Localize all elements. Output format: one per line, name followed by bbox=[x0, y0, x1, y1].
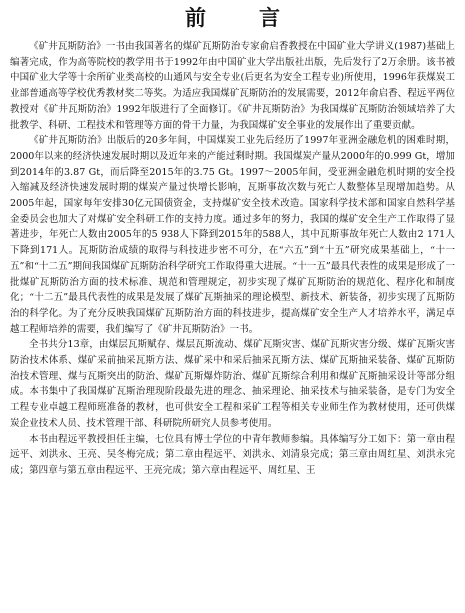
paragraph-2: 《矿井瓦斯防治》出版后的20多年间，中国煤炭工业先后经历了1997年亚洲金融危机的困难时期，2000年以来的经济快速发展时期以及近年来的产能过剩时期。我国煤炭产量从2000年的0.999 Gt，增加到2014年的3.87 Gt，而后降至2015年的3.75 Gt。1997～2005年间，受亚洲金融危机时期的安全投入缩减及经济快速发展时期的煤炭产量过快增长影响，瓦斯事故次数与死亡人数整体呈现增加趋势。从2005年起，国家每年安排30亿元国债资金，支持煤矿安全技术改造。国家科学技术部和国家自然科学基金委员会也加大了对煤矿安全科研工作的支持力度。通过多年的努力，我国的煤矿安全生产工作取得了显著进步，年死亡人数由2005年的5 938人下降到2015年的588人，其中瓦斯事故年死亡人数由2 171人下降到171人。瓦斯防治成绩的取得与科技进步密不可分，在“六五”到“十五”研究成果基础上，“十一五”和“十二五”期间我国煤矿瓦斯防治科学研究工作取得重大进展。“十一五”最具代表性的成果是形成了一批煤矿瓦斯防治方面的技术标准、规范和管理规定，初步实现了煤矿瓦斯防治的规范化、程序化和制度化；“十二五”最具代表性的成果是发展了煤矿瓦斯抽采的理论模型、新技术、新装备，初步实现了瓦斯防治的科学化。为了充分反映我国煤矿瓦斯防治方面的科技进步，提高煤矿安全生产人才培养水平，满足卓越工程师培养的需要，我们编写了《矿井瓦斯防治》一书。 bbox=[10, 135, 455, 335]
paragraph-3: 全书共分13章，由煤层瓦斯赋存、煤层瓦斯流动、煤矿瓦斯灾害、煤矿瓦斯灾害分级、煤矿瓦斯灾害防治技术体系、煤矿采前抽采瓦斯方法、煤矿采中和采后抽采瓦斯方法、煤矿瓦斯抽采装备、煤矿瓦斯防治技术管理、煤与瓦斯突出的防治、煤矿瓦斯爆炸防治、煤矿瓦斯综合利用和煤矿瓦斯抽采设计等部分组成。本书集中了我国煤矿瓦斯治理现阶段最先进的理念、抽采理论、抽采技术与抽采装备，是专门为安全工程专业卓越工程师班准备的教材，也可供安全工程和采矿工程等相关专业师生作为教材使用，还可供煤炭企业技术人员、技术管理干部、科研院所研究人员参考使用。 bbox=[10, 339, 455, 429]
paragraph-1: 《矿井瓦斯防治》一书由我国著名的煤矿瓦斯防治专家俞启香教授在中国矿业大学讲义(1987)基础上编著完成，作为高等院校的教学用书于1992年由中国矿业大学出版社出版，先后发行了2万余册。该书被中国矿业大学等十余所矿业类高校的山通风与安全专业(后更名为安全工程专业)所使用，1996年获煤炭工业部普通高等学校优秀教材奖二等奖。为适应我国煤矿瓦斯防治的发展需要，2012年俞启香、程远平两位教授对《矿井瓦斯防治》1992年版进行了全面修订。《矿井瓦斯防治》为我国煤矿瓦斯防治领域培养了大批教学、科研、工程技术和管理等方面的骨干力量，为我国煤矿安全事业的发展作出了重要贡献。 bbox=[10, 41, 455, 131]
page-title: 前 言 bbox=[185, 5, 296, 30]
paragraph-4: 本书由程远平教授担任主编，七位具有博士学位的中青年教师参编。具体编写分工如下：第一章由程远平、刘洪永、王亮、吴冬梅完成；第二章由程远平、刘洪永、刘清泉完成；第三章由周红星、刘洪永完成；第四章与第五章由程远平、王亮完成；第六章由程远平、周红星、王 bbox=[10, 433, 455, 476]
